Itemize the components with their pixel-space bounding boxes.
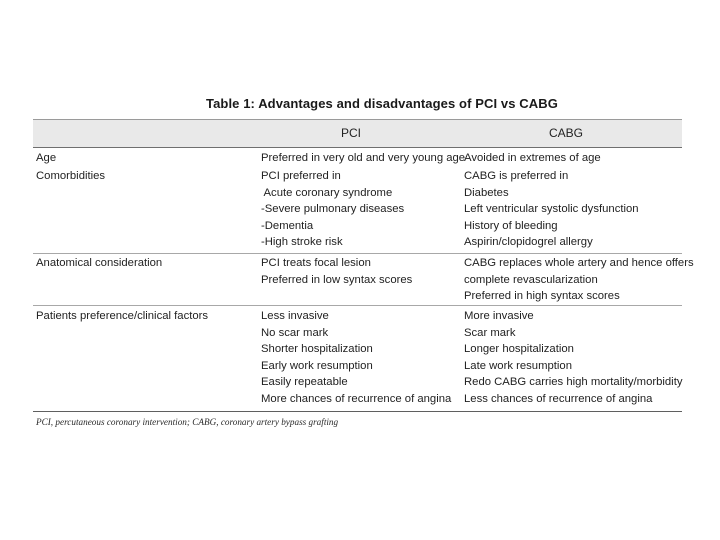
pci-line: More chances of recurrence of angina [261, 392, 452, 405]
cabg-line: More invasive [464, 310, 534, 322]
cabg-line: CABG replaces whole artery and hence offers [464, 257, 694, 269]
cabg-line: Scar mark [464, 326, 516, 339]
cabg-line: complete revascularization [464, 273, 598, 286]
cabg-line: Left ventricular systolic dysfunction [464, 203, 639, 216]
pci-line: Early work resumption [261, 359, 373, 372]
cabg-cell [464, 308, 682, 408]
column-header-cabg: CABG [549, 126, 584, 140]
pci-cell [261, 308, 451, 408]
cabg-line: Diabetes [464, 186, 509, 199]
pci-line: -High stroke risk [261, 236, 343, 249]
cabg-line: CABG is preferred in [464, 170, 569, 182]
pci-line: -Dementia [261, 219, 314, 232]
cabg-cell [464, 150, 601, 167]
row-label: Patients preference/clinical factors [36, 310, 209, 322]
cabg-line: Redo CABG carries high mortality/morbidity [464, 376, 683, 389]
table-header [33, 119, 682, 148]
pci-line: Shorter hospitalization [261, 343, 373, 356]
pci-line: Less invasive [261, 310, 329, 322]
pci-line: PCI preferred in [261, 170, 341, 182]
cabg-line: Longer hospitalization [464, 343, 574, 356]
cabg-line: Avoided in extremes of age [464, 152, 601, 164]
pci-cell [261, 150, 465, 167]
cabg-line: Preferred in high syntax scores [464, 290, 620, 303]
pci-line: Preferred in low syntax scores [261, 273, 413, 286]
cabg-line: Aspirin/clopidogrel allergy [464, 236, 593, 249]
pci-line: PCI treats focal lesion [261, 257, 371, 269]
pci-line: No scar mark [261, 326, 329, 339]
cabg-line: History of bleeding [464, 219, 558, 232]
table-bottom-border [33, 411, 682, 412]
table-title: Table 1: Advantages and disadvantages of PCI vs CABG [206, 96, 558, 111]
pci-line: Acute coronary syndrome [261, 186, 393, 199]
table-footnote: PCI, percutaneous coronary intervention; CABG, coronary artery bypass grafting [36, 417, 339, 427]
pci-line: Easily repeatable [261, 376, 348, 389]
cabg-cell [464, 168, 639, 251]
row-label: Comorbidities [36, 170, 106, 182]
pci-cell [261, 255, 412, 288]
row-label: Age [36, 152, 57, 164]
row-divider [33, 305, 682, 306]
pci-line: Preferred in very old and very young age [261, 152, 466, 164]
cabg-line: Late work resumption [464, 359, 572, 372]
cabg-line: Less chances of recurrence of angina [464, 392, 653, 405]
pci-line: -Severe pulmonary diseases [261, 203, 405, 216]
column-header-pci: PCI [341, 126, 362, 140]
cabg-cell [464, 255, 694, 305]
pci-cell [261, 168, 404, 251]
row-label: Anatomical consideration [36, 257, 163, 269]
row-divider [33, 253, 682, 254]
